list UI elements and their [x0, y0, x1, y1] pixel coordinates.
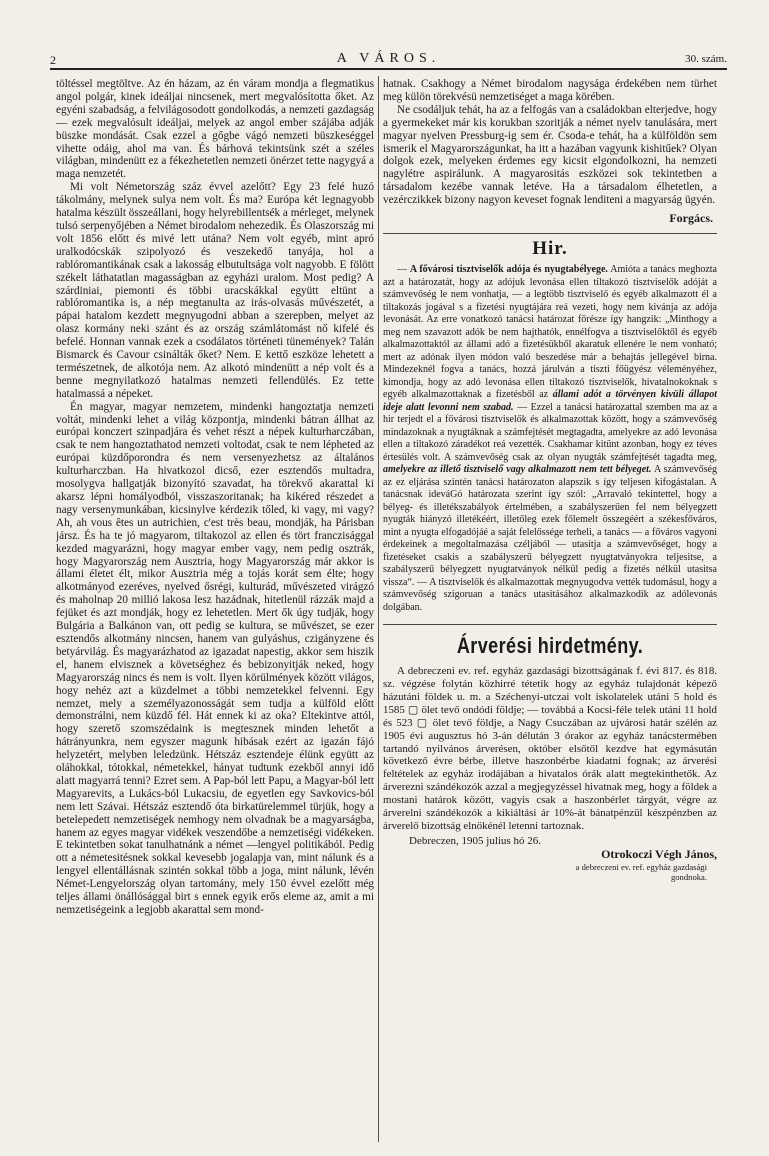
- news-text: A számvevőség az ez eljárása szintén tanácsi határozaton alapszik s így teljesen kifogástalan. A tanácsnak ideváGó határozata szerint így szól: „Arravaló tekintettel, hogy a bélyeg- és illetékszabályok értelmében, a szabályszerűen fel nem bélyegzett nyugták hiányzó illetékéért, illetőleg ezek főlemelt összegéért a székesfőváros, mint a nyugta elfogadójáé a saját felelőssége terheli, a tanács — a főváros vagyoni érdekeinek a megoltalmazása czéljából — utasítja a számvevőséget, hogy a fizetéseket csakis a szabályszerű bélyegzett nyugtatványokra teljesitse, a szabályszerű bélyegzett nyugtatványok nélkül pedig a fizetés nélkül utasitsa vissza“. — A tisztviselők és alkalmazottak megnyugodva vették tudomásul, hogy a számvevőség szigoruan a tanács utasitásához alkalmazkodik az adólevonás dolgában.: [383, 464, 717, 613]
- signer-role: a debreczeni ev. ref. egyház gazdasági: [575, 861, 707, 872]
- article-author: Forgács.: [669, 211, 713, 226]
- section-divider: [383, 233, 717, 234]
- news-emphasis: amelyekre az illető tisztviselő vagy alkalmazott nem tett bélyeget.: [383, 464, 652, 476]
- newspaper-title: A VÁROS.: [336, 51, 441, 66]
- news-section-heading: Hir.: [532, 238, 568, 260]
- news-text: — Ezzel a tanácsi határozattal szemben ma az a hir terjedt el a fővárosi tisztviselők és alkalmazottak között, hogy a számvevőség mindazoknak a nyugtáknak a számfejtését megtagadta, amelyekre az adó levonása ellen a tiltakozó záradékot reá vezették. Csakhamar kitünt azonban, hogy ez téves értesülés volt. A számvevőség csak az olyan nyugták számfejtését tagadta meg,: [383, 401, 717, 463]
- left-column: [56, 78, 374, 1140]
- column-divider: [378, 76, 379, 1142]
- signer-role: gondnoka.: [670, 871, 707, 882]
- article-paragraph: hatnak. Csakhogy a Német birodalom nagysága érdekében nem türhet meg külön törekvésü nemzetiséget a maga körében.: [383, 78, 717, 103]
- news-text: Amióta a tanács meghozta azt a határozatát, hogy az adójuk levonása ellen tiltakozó tisztviselők adóját a számvevőség le nem vonhatja, — a legtöbb tisztviselő és egyéb alkalmazott él a tiltakozás jogával s a fizetési nyugtájára reá vezeti, hogy nem kivánja az adója levonását. Az erre vonatkozó tanácsi határozat főrésze így hangzik: „Minthogy a meg nem szavazott adók be nem hajthatók, ennélfogva a tisztviselőktől és egyéb alkalmazottaktól az állami adó a fizetésükből akaratuk ellenére le nem vonható; mert az adónak ilyen módon való beszedése már a behajtás jellegével birna. Mindezeknél fogva a tanács, hozzá járulván a tiszti főügyész véleményéhez, kimondja, hogy az adó levonása ellen tiltakozó tisztviselők, hivatalnokoknak s egyéb alkalmazottaknak a fizetésből az: [383, 264, 717, 401]
- news-emphasis: állami adót a törvényen kivüli állapot ideje alatt levonni nem szabad.: [383, 389, 717, 413]
- article-paragraph: Ne csodáljuk tehát, ha az a felfogás van a családokban elterjedve, hogy a gyermekeket már kis korukban szoritják a német nyelv tanulására, mert magyar nyelven Pressburg-ig sem ér. Csoda-e tehát, ha a külföldön sem ismerik el Magyarországunkat, ha itt a hazában vagyunk kishitűek? Olyan dolgok ezek, melyeken érdemes egy kicsit elgondolkozni, ha nemzeti nagylétre aspirálunk. A magyarositás eszközei sok tekintetben a társadalom kezébe vannak letéve. Ha a társadalom élhetetlen, a vezérczikkek bizony nagyon keveset fognak lenditeni a magyarság ügyén.: [383, 103, 717, 207]
- auction-text: A debreczeni ev. ref. egyház gazdasági bizottságának f. évi 817. és 818. sz. végzése folytán közhirré tétetik hogy az egyház tulajdonát képező házutáni földek u. m. a Széchenyi-utczai volt iskolatelek utáni 5 hold és 1585 ▢ ölet tevő ondódi földje; — továbbá a Kocsi-féle telek utáni 11 hold és 523 ▢ ölet tevő földje, a Nagy Csuczában az ujvárosi határ szélén az 1905 évi augusztus hó 3-án délután 3 órakor az egyház tanácstermében tartandó nyilvános árverésen, október elsőtől kezdve hat egymásután következő évre bérbe, illetve haszonbérbe kiadatni fognak; az árverési feltételek az egyház irodájában a hivatalos órák alatt megtekinthetők. Az árverezni szándékozók azzal a megjegyzéssel hivatnak meg, hogy a földek a mostani határok között, vagyis csak a haszonbérlet tárgyát, végre az árverelni szándékozók a kikiáltási ár 10%-át bánatpénzül készpénzben az árverelő bizottság elnökénél letenni tartoznak.: [383, 665, 717, 832]
- news-item-title: A fővárosi tisztviselők adója és nyugtabélyege.: [409, 264, 608, 276]
- issue-number: 30. szám.: [685, 53, 727, 65]
- news-item: — A fővárosi tisztviselők adója és nyugtabélyege. Amióta a tanács meghozta azt a határozatát, hogy az adójuk levonása ellen tiltakozó tisztviselők adóját a számvevőség le nem vonhatja, — a legtöbb tisztviselő és egyéb alkalmazott él a tiltakozás jogával s a fizetési nyugtájára reá vezeti, hogy nem kivánja az adója levonását. Az erre vonatkozó tanácsi határozat főrésze így hangzik: „Minthogy a meg nem szavazott adók be nem hajthatók, ennélfogva a tisztviselőktől és egyéb alkalmazottaktól az állami adó a fizetésükből akaratuk ellenére le nem vonható; mert az adónak ilyen módon való beszedése már a behajtás jellegével birna. Mindezeknél fogva a tanács, hozzá járulván a tiszti főügyész véleményéhez, kimondja, hogy az adó levonása ellen tiltakozó tisztviselők, hivatalnokoknak s egyéb alkalmazottaknak a fizetésből az állami adót a törvényen kivüli állapot ideje alatt levonni nem szabad. — Ezzel a tanácsi határozattal szemben ma az a hir terjedt el a fővárosi tisztviselők és alkalmazottak között, hogy a számvevőség mindazoknak a nyugtáknak a számfejtését megtagadta, amelyekre az adó levonása ellen a tiltakozó záradékot reá vezették. Csakhamar kitünt azonban, hogy ez téves értesülés volt. A számvevőség csak az olyan nyugták számfejtését tagadta meg, amelyekre az illető tisztviselő vagy alkalmazott nem tett bélyeget. A számvevőség az ez eljárása szintén tanácsi határozaton alapszik s így teljesen kifogástalan. A tanácsnak ideváGó határozata szerint így szól: „Arravaló tekintettel, hogy a bélyeg- és illetékszabályok értelmében, a szabályszerűen fel nem bélyegzett nyugták hiányzó illetékéért, illetőleg ezek főlemelt összegéért a székesfőváros, mint a nyugta elfogadójáé a saját felelőssége terheli, a tanács — a főváros vagyoni érdekeinek a megoltalmazása czéljából — utasítja a számvevőséget, hogy a fizetéseket csakis a szabályszerű bélyegzett nyugtatványokra teljesitse, a szabályszerű bélyegzett nyugtatványok nélkül pedig a fizetés nélkül utasitsa vissza“. — A tisztviselők és alkalmazottak megnyugodva vették tudomásul, hogy a számvevőség szigoruan a tanács utasitásához alkalmazkodik az adólevonás dolgában.: [383, 264, 717, 613]
- page-number: 2: [50, 53, 56, 67]
- signer-name: Otrokoczi Végh János,: [601, 846, 717, 861]
- article-paragraph: töltéssel megtöltve. Az én házam, az én váram mondja a flegmatikus angol polgár, kinek ideáljai nincsenek, mert megvalósította őket. Az egyéni szabadság, a felvilágosodott gondolkodás, a nemzeti gazdagság — ezek megvalósult ideáljai, melyek az angol ember szájába adják büszke mondását. Csak ezzel a gőgbe vágó nemzeti büszkeséggel vihette odáig, ahol ma van. És bárhová tekintsünk szét a széles világban, mindenütt ez a fékezhetetlen nemzeti önérzet tette nagygyá a maga nemzetét.: [56, 78, 374, 181]
- auction-date: Debreczen, 1905 julius hó 26.: [409, 834, 541, 847]
- auction-heading: Árverési hirdetmény.: [456, 633, 644, 659]
- masthead-rule: [50, 68, 727, 70]
- auction-signature: [383, 835, 717, 882]
- section-divider: [383, 624, 717, 625]
- right-column: [383, 78, 717, 1140]
- masthead: [50, 47, 727, 67]
- article-continuation: [383, 78, 717, 207]
- article-paragraph: Én magyar, magyar nemzetem, mindenki hangoztatja nemzeti voltát, mindenki lehet a világ központja, mindenki bátran állhat az európai konczert szinpadjára és vehet részt a népek kulturharczában, csak te nem hangoztathatod nemzeti voltodat, csak te nem lépheted az európai küzdőporondra és nem versenyezhetsz az általános kulturharczban. Ha hivatkozol dicső, ezer esztendős multadra, mosolygva hallgatják bizonyító szavadat, ha törekvő akarattal ki akarsz lépni homályodból, visszaszoritanak; ha kikéred részedet a nagy versenymunkában, kicsinylve kérdezik tőled, ki vagy, mi vagy? Ah, ah vous êtes un autrichien, c'est très beau, mondják, ha Párisban jársz. És ha te jó magyarom, tiltakozol az ellen és tört franczisággal kezded magyarázni, hogy magyar ember vagy, nem pedig osztrák, hogy Magyarország nem Ausztria, hogy Magyarország már akkor is állami életet élt, mikor Ausztria még a tojás korát sem élte; hogy alkotmányod ezeréves, nyelved ősrégi, kulturád, művészeted virágzó és maholnap 20 millió lakosa lesz hazádnak, hitetlenül rázzák majd a fejüket és azt mondják, hogy ez lehetetlen. Mert ők úgy tudják, hogy Bulgária a Balkánon van, ott pedig se kultura, se művészet, se ezer esztendős alkotmány nincsen, hanem van gulyáshus, czigányzene és betyárvilág. És magyarázhatod az igazadat napestig, akkor sem hiszik el, hanem elvisznek a követséghez és bebizonyitják neked, hogy Magyarország nincs és nem is volt. Ilyen körülmények között világos, hogy nehéz azt a küzdelmet a többi nemzetekkel felvenni. Egy nemzet, mely a személyazonosságát sem tudja a külföld előtt demonstrálni, nem küzdő fél. Hát ennek ki az oka? Eltekintve attól, hogy szerető szomszédaink is megtesznek minden lehetőt a hátrányunkra, nem egyszer magunk hibásak ezért az igazán fájó helyzetért, melyben leledzünk. Hétszáz esztendeje élünk együtt az oláhokkal, tótokkal, németekkel, hányat tudtunk ezekből annyi idő alatt magyarrá tenni? Ezret sem. A Pap-ból lett Papu, a Magyar-ból lett Magyarevits, a Lukács-ból Lukacsiu, de egyetlen egy Savkovics-ból nem lett Szávai. Hétszáz esztendő óta birkatürelemmel türjük, hogy a betelepedett nemzetiségek nemhogy nem olvadnak be a magyarságba, hanem az egyes magyar vidékek veszendőbe a nemzetiségi vidékeken. E tekintetben sokat tanulhatnánk a német —lengyel politikából. Pedig ott a németesitésnek sokkal kevesebb jogalapja van, mint nálunk és a lengyel ellentállásnak szintén sokkal több a joga, mint nálunk, lévén Német-Lengyelország olyan tartomány, mely 150 évvel ezelőtt még teljes állami önállósággal birt s ennek egyik erős eleme az, amit a mi nemzetiségeink a legjobb akarattal sem mond-: [56, 400, 374, 916]
- article-paragraph: Mi volt Németország száz évvel azelőtt? Egy 23 felé huzó tákolmány, melynek sulya nem volt. És ma? Európa két legnagyobb hatalma készült összeállani, hogy helyrebillentsék a mérleget, melynek tulsó serpenyőjében a Német birodalom nehezedik. És Olaszország mi volt 1856 előtt és mivé lett utána? Nem volt egyéb, mint apró uralkodócskák szipolyozó és veszekedő tanyája, hol a rablóromantikának csak a lakosság elbutultsága volt nagyobb. E fölött székelt láthatatlan magasságban az egyházi uralom. Most pedig? A szárdiniai, piemonti és többi uracskákkal együtt eltünt a rablóromantika is, a nép megtanulta az irás-olvasás művészetét, a pápai hatalom kezdett megnyugodni abban a szerepben, melyet az olasz kormány neki szánt és az ország számlátomást nő kifelé és befelé. Honnan vannak ezek a csodálatos történeti tünemények? Talán Bismarck és Cavour csinálták őket? Nem. E kettő eszköze lehetett a természetnek, de alkotója nem. Az alkotó mindenütt a nép volt és a benne megnyilatkozó hatalmas nemzeti fellendülés. Ez tette hatalmassá a népeket.: [56, 181, 374, 400]
